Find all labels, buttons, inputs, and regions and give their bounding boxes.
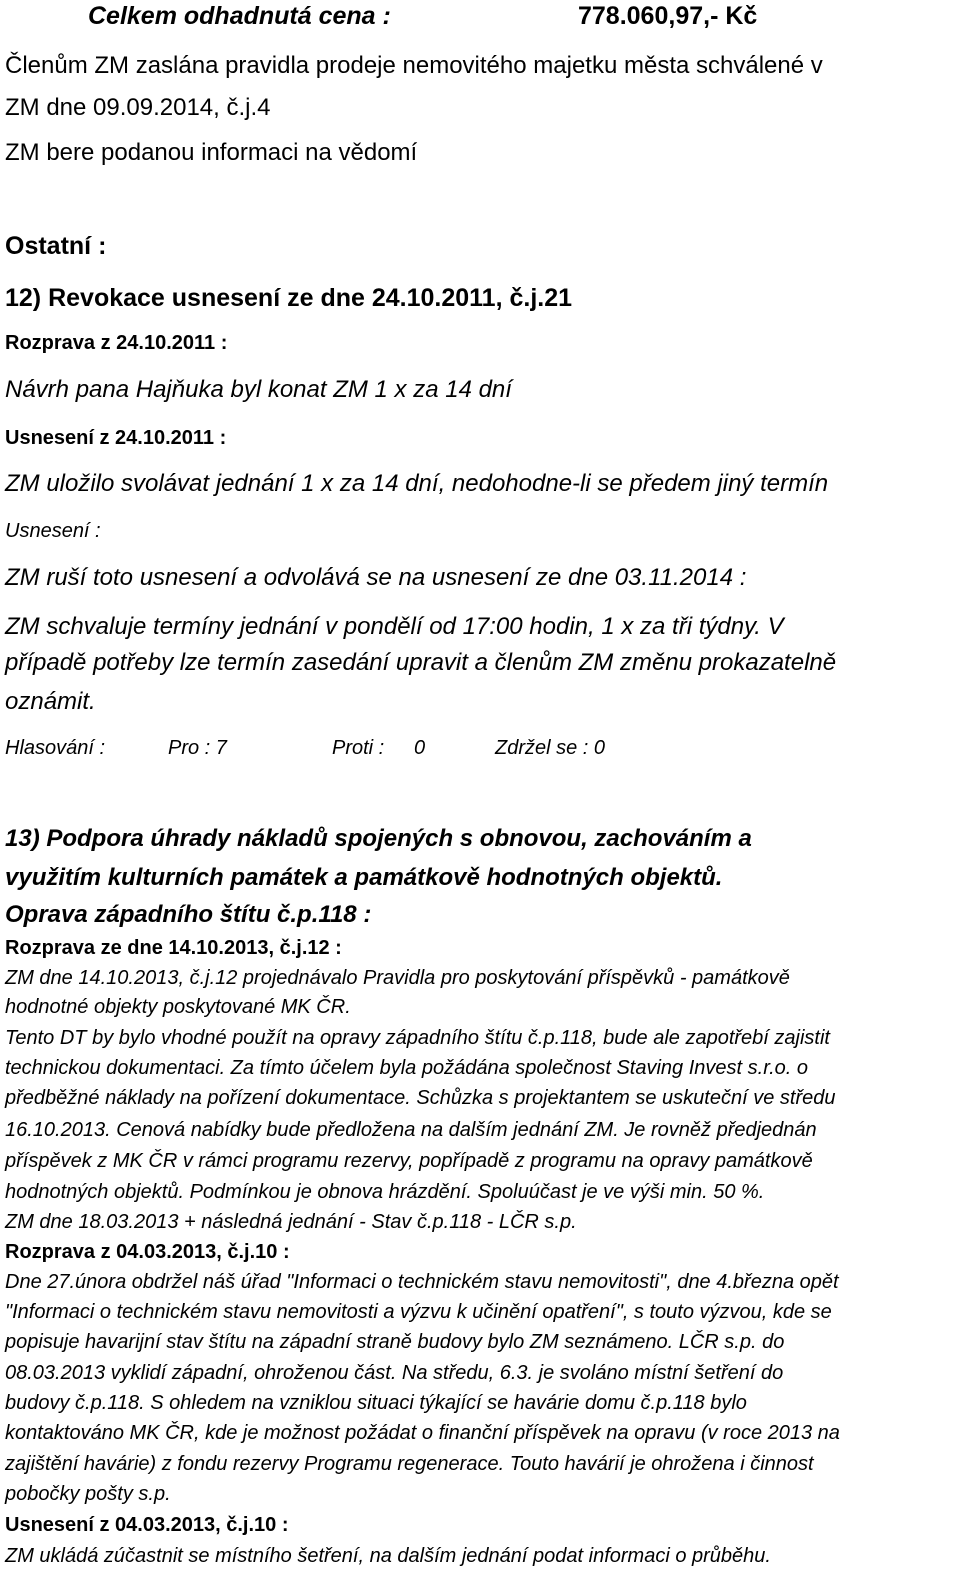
intro-line-1: Členům ZM zaslána pravidla prodeje nemovitého majetku města schválené v (5, 52, 823, 79)
intro-line-2: ZM dne 09.09.2014, č.j.4 (5, 94, 271, 121)
text-line: 16.10.2013. Cenová nabídky bude předložena na dalším jednání ZM. Je rovněž předjednán (5, 1119, 817, 1141)
text-line: technickou dokumentaci. Za tímto účelem byla požádána společnost Staving Invest s.r.o. o (5, 1057, 809, 1079)
new-resolution-text-3: případě potřeby lze termín zasedání upravit a členům ZM změnu prokazatelně (5, 649, 837, 676)
vote-row (5, 738, 905, 762)
text-line: Dne 27.února obdržel náš úřad "Informaci o technickém stavu nemovitosti", dne 4.března opět (5, 1271, 839, 1293)
text-line: kontaktováno MK ČR, kde je možnost požádat o finanční příspěvek na opravu (v roce 2013 na (5, 1422, 840, 1444)
section-13-title-1: 13) Podpora úhrady nákladů spojených s obnovou, zachováním a (5, 825, 752, 852)
text-line: ZM dne 14.10.2013, č.j.12 projednávalo Pravidla pro poskytování příspěvků - památkově (5, 967, 790, 989)
section-13-title-2: využitím kulturních památek a památkově hodnotných objektů. (5, 864, 723, 891)
debate-text: Návrh pana Hajňuka byl konat ZM 1 x za 14 dní (5, 376, 512, 403)
section-heading-other: Ostatní : (5, 232, 107, 260)
resolution-2-label: Usnesení z 04.03.2013, č.j.10 : (5, 1514, 289, 1536)
section-13-subtitle: Oprava západního štítu č.p.118 : (5, 901, 372, 928)
price-value: 778.060,97,- Kč (578, 2, 758, 30)
new-resolution-text-2: ZM schvaluje termíny jednání v pondělí od 17:00 hodin, 1 x za tři týdny. V (5, 613, 784, 640)
text-line: předběžné náklady na pořízení dokumentace. Schůzka s projektantem se uskuteční ve středu (5, 1087, 836, 1109)
debate-label: Rozprava z 24.10.2011 : (5, 332, 228, 354)
resolution-2-text: ZM ukládá zúčastnit se místního šetření, na dalším jednání podat informaci o průběhu. (5, 1545, 771, 1567)
text-line: pobočky pošty s.p. (5, 1483, 171, 1505)
text-line: zajištění havárie) z fondu rezervy Programu regenerace. Touto havárií je ohrožena i činnost (5, 1453, 814, 1475)
text-line: popisuje havarijní stav štítu na západní straně budovy bylo ZM seznámeno. LČR s.p. do (5, 1331, 785, 1353)
debate-2-label: Rozprava z 04.03.2013, č.j.10 : (5, 1241, 290, 1263)
vote-proti-value: 0 (414, 737, 426, 759)
vote-proti: Proti : (332, 737, 385, 759)
text-line: 08.03.2013 vyklidí západní, ohroženou část. Na středu, 6.3. je svoláno místní šetření do (5, 1362, 784, 1384)
text-line: hodnotných objektů. Podmínkou je obnova hrázdění. Spoluúčast je ve výši min. 50 %. (5, 1181, 765, 1203)
text-line: ZM dne 18.03.2013 + následná jednání - Stav č.p.118 - LČR s.p. (5, 1211, 577, 1233)
text-line: Tento DT by bylo vhodné použít na opravy západního štítu č.p.118, bude ale zapotřebí zajistit (5, 1027, 830, 1049)
text-line: příspěvek z MK ČR v rámci programu rezervy, popřípadě z programu na opravy památkově (5, 1150, 813, 1172)
new-resolution-label: Usnesení : (5, 520, 101, 542)
vote-pro: Pro : 7 (168, 737, 227, 759)
text-line: "Informaci o technickém stavu nemovitosti a výzvu k učinění opatření", s touto výzvou, kde se (5, 1301, 832, 1323)
vote-label: Hlasování : (5, 737, 106, 759)
text-line: hodnotné objekty poskytované MK ČR. (5, 996, 351, 1018)
item-title-12: 12) Revokace usnesení ze dne 24.10.2011, č.j.21 (5, 284, 573, 312)
text-line: budovy č.p.118. S ohledem na vzniklou situaci týkající se havárie domu č.p.118 bylo (5, 1392, 747, 1414)
debate-1-label: Rozprava ze dne 14.10.2013, č.j.12 : (5, 937, 342, 959)
new-resolution-text-1: ZM ruší toto usnesení a odvolává se na usnesení ze dne 03.11.2014 : (5, 564, 747, 591)
vote-zdrzel: Zdržel se : 0 (495, 737, 606, 759)
resolution-text: ZM uložilo svolávat jednání 1 x za 14 dní, nedohodne-li se předem jiný termín (5, 470, 829, 497)
new-resolution-text-4: oznámit. (5, 688, 96, 715)
intro-note: ZM bere podanou informaci na vědomí (5, 139, 418, 166)
resolution-label: Usnesení z 24.10.2011 : (5, 427, 227, 449)
price-label: Celkem odhadnutá cena : (88, 2, 391, 30)
